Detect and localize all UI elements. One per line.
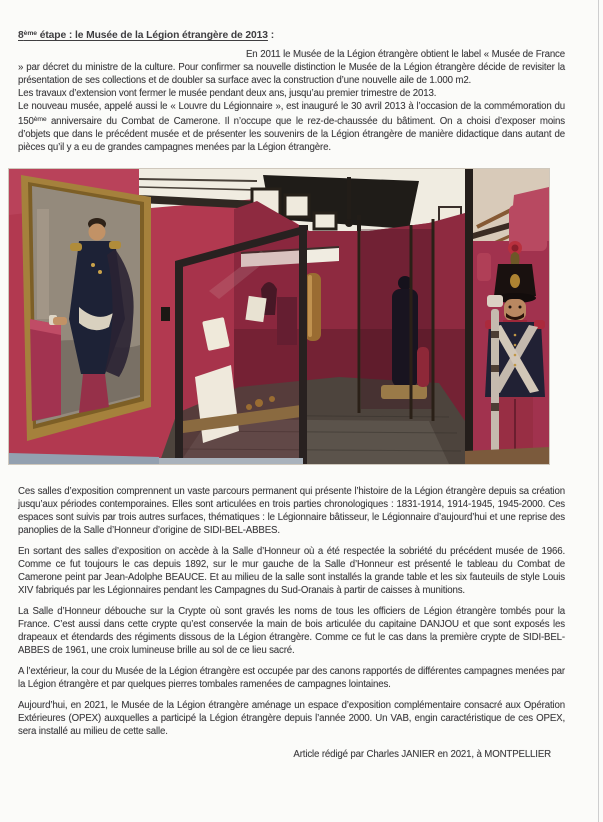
portrait-painting bbox=[21, 175, 151, 441]
paragraph-label-musee-de-france: En 2011 le Musée de la Légion étrangère obtient le label « Musée de France » par décret du ministre de la culture. Pour confirmer sa nouvelle distinction le Musée de la Légion étrangère décide de revisiter la présentation de ses collections et de doubler sa surface avec la construction d’une nouvelle aile de 1.000 m2. bbox=[18, 49, 565, 86]
title-number: 8 bbox=[18, 30, 24, 41]
paragraph-opex: Aujourd’hui, en 2021, le Musée de la Légion étrangère aménage un espace d’exposition complémentaire consacré aux Opération Extérieures (OPEX) auxquelles a participé la Légion étrangère depuis l’année 2000. Un VAB, engin caractéristique de ces OPEX, sera installé au milieu de cette salle. bbox=[18, 700, 565, 737]
credit-line: Article rédigé par Charles JANIER en 2021, à MONTPELLIER bbox=[293, 749, 551, 760]
distant-display-case bbox=[359, 219, 433, 421]
paragraph-travaux-extension: Les travaux d’extension vont fermer le musée pendant deux ans, jusqu’au premier trimestre de 2013. bbox=[18, 88, 437, 99]
scan-edge-artifact bbox=[598, 0, 599, 822]
tilted-display-card bbox=[195, 365, 239, 443]
title-text: étape : le Musée de la Légion étrangère de 2013 bbox=[36, 30, 268, 41]
mezzanine-railing bbox=[139, 169, 257, 209]
paragraph-salle-honneur: En sortant des salles d’exposition on accède à la Salle d’Honneur où a été respectée la sobriété du précédent musée de 1966. Comme ce fut toujours le cas depuis 1892, sur le mur gauche de la Salle d’Honneur est présenté le tableau du Combat de Camerone peint par Jean-Adolphe BEAUCE. Et au milieu de la salle sont installés la grande table et les six fauteuils de style Louis XIV fabriqués par les Légionnaires pendant les Campagnes du Sud-Oranais à partir de caisses à munitions. bbox=[18, 546, 565, 596]
paragraph-crypte: La Salle d’Honneur débouche sur la Crypte où sont gravés les noms de tous les officiers de Légion étrangère tombés pour la France. C’est aussi dans cette crypte qu’est conservée la main de bois articulée du capitaine DANJOU et que sont exposés les drapeaux et étendards des régiments dissous de la Légion étrangère. Comme ce fut le cas dans la première crypte de SIDI-BEL-ABBES de 1961, une croix lumineuse brille au sol de ce lieu sacré. bbox=[18, 606, 565, 656]
title-colon: : bbox=[267, 30, 275, 41]
paragraph-nouveau-musee: Le nouveau musée, appelé aussi le « Louvre du Légionnaire », est inauguré le 30 avril 2013 à l’occasion de la commémoration du 150ème anniversaire du Combat de Camerone. Il n’occupe que le rez-de-chaussée du bâtiment. On a choisi d’exposer moins d’objets que dans le précédent musée et de présenter les souvenirs de la Légion étrangère de manière didactique dans autant de pièces qu’il y a eu de grandes campagnes menées par la Légion étrangère. bbox=[18, 101, 565, 153]
wall-switch-box bbox=[161, 307, 170, 321]
museum-interior-photo bbox=[8, 168, 550, 465]
ordinal-150eme: ème bbox=[33, 116, 47, 123]
distant-uniform-mannequin bbox=[392, 289, 418, 387]
draped-table bbox=[30, 319, 61, 421]
center-display-case bbox=[175, 225, 307, 464]
title-ordinal: ème bbox=[23, 30, 37, 37]
paragraph-salles-exposition: Ces salles d’exposition comprennent un vaste parcours permanent qui présente l’histoire de la Légion étrangère depuis sa création jusqu’aux périodes contemporaines. Elles sont articulées en trois parties chronologiques : 1831-1914, 1914-1945, 1945-2000. Ces espaces sont suivis par trois autres surfaces, thématiques : le Légionnaire bâtisseur, le Légionnaire d’aujourd’hui et une reprise des panoplies de la Salle d’Honneur d’origine de SIDI-BEL-ABBES. bbox=[18, 486, 565, 536]
museum-interior-illustration bbox=[9, 169, 549, 464]
glass-case-frame bbox=[465, 169, 473, 464]
brass-exhibit bbox=[305, 273, 321, 341]
paragraph-cour-exterieure: A l’extérieur, la cour du Musée de la Légion étrangère est occupée par des canons rapportés de différentes campagnes menées par la Légion étrangère et par quelques pierres tombales ramenées de campagnes lointaines. bbox=[18, 666, 565, 690]
page-title bbox=[18, 27, 565, 42]
